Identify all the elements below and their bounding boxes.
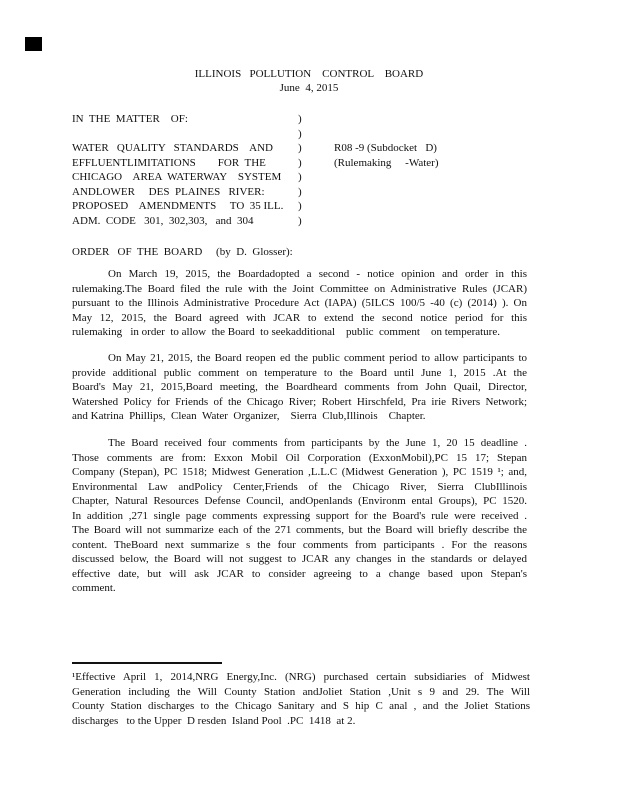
caption-line: CHICAGO AREA WATERWAY SYSTEM [72, 171, 282, 183]
caption-line: ADM. CODE 301, 302,303, and 304 [72, 214, 254, 227]
footnote-line: County Station discharges to the Chicago Sanitary and S hip C anal , and the Joliet Stations [72, 700, 530, 712]
text-line: rulemaking.The Board filed the rule with the Joint Committee on Administrative Rules (JCAR) [72, 282, 527, 295]
order-heading: ORDER OF THE BOARD (by D. Glosser): [72, 246, 293, 258]
text-line: and Katrina Phillips, Clean Water Organizer, Sierra Club,Illinois Chapter. [72, 410, 426, 422]
text-line: effective date, but will ask JCAR to consider agreeing to a change based upon Stepan's [72, 567, 527, 580]
text-line: The Board received four comments from participants by the June 1, 20 15 deadline . [108, 437, 527, 449]
caption-line: WATER QUALITY STANDARDS AND [72, 142, 273, 154]
caption-right-column [334, 112, 554, 228]
caption-paren-column [298, 112, 310, 228]
caption-line [72, 127, 298, 142]
text-line: Chapter, Natural Resources Defense Council, andOpenlands (Environm ental Groups), PC 1520. [72, 495, 527, 507]
caption-left-column [72, 112, 298, 228]
text-line: Company (Stepan), PC 1518; Midwest Generation ,L.L.C (Midwest Generation ), PC 1519 ¹; and, [72, 466, 527, 478]
paragraph-1 [72, 267, 527, 340]
caption-paren: ) [298, 113, 302, 125]
text-line: Board's May 21, 2015,Board meeting, the Boardheard comments from John Quail, Director, [72, 381, 527, 393]
footnote [72, 670, 530, 728]
text-line: In addition ,271 single page comments expressing support for the Board's rule were received . [72, 509, 527, 522]
docket-number: R08 -9 (Subdocket D) [334, 142, 437, 154]
text-line: May 12, 2015, the Board agreed with JCAR to extend the second notice period for this [72, 311, 527, 324]
docket-line [334, 185, 554, 200]
caption-paren: ) [298, 171, 302, 183]
paragraph-3 [72, 436, 527, 596]
text-line: On May 21, 2015, the Board reopen ed the public comment period to allow participants to [108, 352, 527, 364]
footnote-line: discharges to the Upper D resden Island Pool .PC 1418 at 2. [72, 714, 356, 727]
text-line: content. TheBoard next summarize s the four comments from participants . For the reasons [72, 538, 527, 551]
docket-line [334, 170, 554, 185]
docket-line [334, 112, 554, 127]
text-line: pursuant to the Illinois Administrative Procedure Act (IAPA) (5ILCS 100/5 -40 (c) (2014) ). On [72, 297, 527, 309]
paragraph-2 [72, 351, 527, 424]
caption-line: PROPOSED AMENDMENTS TO 35 ILL. [72, 200, 284, 212]
caption-paren: ) [298, 127, 302, 140]
document-title: ILLINOIS POLLUTION CONTROL BOARD [194, 68, 424, 80]
text-line: On March 19, 2015, the Boardadopted a second - notice opinion and order in this [108, 268, 527, 280]
footnote-separator-rule [72, 662, 222, 664]
caption-paren: ) [298, 185, 302, 198]
footnote-line: Generation including the Will County Station andJoliet Station ,Unit s 9 and 29. The Will [72, 685, 530, 698]
caption-paren: ) [298, 142, 302, 154]
text-line: comment. [72, 582, 116, 594]
footnote-line: ¹Effective April 1, 2014,NRG Energy,Inc. (NRG) purchased certain subsidiaries of Midwest [72, 671, 530, 683]
caption-line: ANDLOWER DES PLAINES RIVER: [72, 185, 265, 198]
docket-line [334, 214, 554, 229]
text-line: rulemaking in order to allow the Board to seekadditional public comment on temperature. [72, 326, 500, 338]
text-line: Environmental Law andPolicy Center,Friends of the Chicago River, Sierra ClubIllinois [72, 480, 527, 493]
docket-line [334, 199, 554, 214]
text-line: provide additional public comment on temperature to the Board until June 1, 2015 .At the [72, 366, 527, 379]
caption-line: EFFLUENTLIMITATIONS FOR THE [72, 156, 266, 169]
caption-paren: ) [298, 200, 302, 212]
docket-line [334, 127, 554, 142]
docket-type: (Rulemaking -Water) [334, 156, 439, 169]
text-line: Watershed Policy for Friends of the Chicago River; Robert Hirschfeld, Pra irie Rivers Network; [72, 395, 527, 408]
document-date: June 4, 2015 [279, 82, 339, 94]
text-line: The Board will not summarize each of the 271 comments, but the Board will briefly describe the [72, 524, 527, 536]
caption-paren: ) [298, 156, 302, 169]
caption-paren: ) [298, 214, 302, 227]
text-line: Those comments are from: Exxon Mobil Oil Corporation (ExxonMobil),PC 15 17; Stepan [72, 451, 527, 464]
caption-line: IN THE MATTER OF: [72, 113, 188, 125]
text-line: discussed below, the Board will not suggest to JCAR any changes in the standards or delayed [72, 553, 527, 565]
scan-artifact-mark [25, 37, 42, 51]
